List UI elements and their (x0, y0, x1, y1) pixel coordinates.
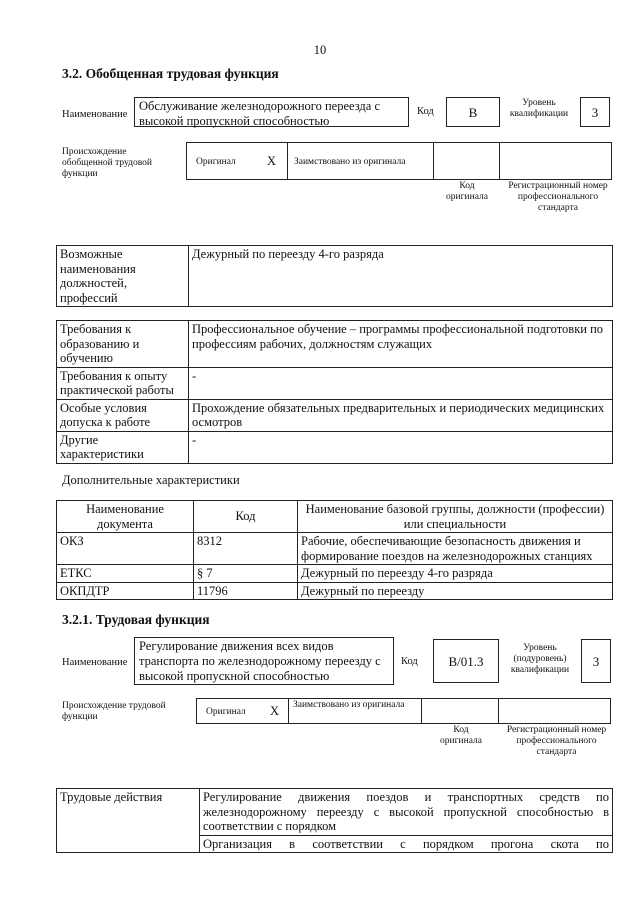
name-value: Регулирование движения всех видов транспорта по железнодорожному переезду с высокой пропускной способностью (134, 637, 394, 685)
origin-label: Происхождение обобщенной трудовой функции (62, 147, 152, 179)
code-cell: 11796 (194, 582, 298, 600)
additional-table (56, 500, 613, 600)
original-label: Оригинал (206, 707, 246, 717)
positions-table (56, 245, 613, 307)
doc-cell: ОКЗ (57, 533, 194, 565)
origin-table (186, 142, 612, 180)
borrowed-label: Заимствовано из оригинала (294, 157, 406, 167)
additional-header-row (57, 501, 613, 533)
level-label: Уровень квалификации (509, 98, 569, 119)
actions-label: Трудовые действия (57, 789, 200, 853)
table-row (57, 533, 613, 565)
action-row (57, 789, 613, 836)
doc-cell: ЕТКС (57, 565, 194, 583)
requirement-label: Требования к образованию и обучению (57, 321, 189, 368)
requirements-table (56, 320, 613, 464)
origin-label: Происхождение трудовой функции (62, 701, 166, 722)
requirement-label: Требования к опыту практической работы (57, 367, 189, 399)
header-code: Код (194, 501, 298, 533)
code-orig-label: Код оригинала (446, 181, 488, 202)
action-item: Регулирование движения поездов и транспортных средств по железнодорожному переезду с высокой пропускной способностью в соответствии с порядком (200, 789, 613, 836)
group-cell: Дежурный по переезду 4-го разряда (298, 565, 613, 583)
positions-value: Дежурный по переезду 4-го разряда (189, 246, 613, 307)
header-group: Наименование базовой группы, должности (профессии) или специальности (298, 501, 613, 533)
origin-table (196, 698, 611, 724)
original-mark: X (270, 704, 280, 718)
name-label: Наименование (62, 109, 128, 120)
original-label: Оригинал (196, 157, 236, 167)
requirement-value: - (189, 367, 613, 399)
actions-table (56, 788, 613, 853)
requirement-row (57, 399, 613, 431)
action-item: Организация в соответствии с порядком прогона скота по (200, 835, 613, 853)
page-number: 10 (313, 43, 327, 57)
subsection-heading: 3.2.1. Трудовая функция (62, 612, 210, 627)
code-label: Код (417, 106, 434, 117)
table-row (57, 565, 613, 583)
level-label: Уровень (подуровень) квалификации (510, 643, 570, 675)
group-cell: Рабочие, обеспечивающие безопасность движения и формирование поездов на железнодорожных станциях (298, 533, 613, 565)
requirement-row (57, 367, 613, 399)
borrowed-label: Заимствовано из оригинала (293, 700, 405, 710)
requirement-label: Особые условия допуска к работе (57, 399, 189, 431)
requirement-row (57, 431, 613, 463)
code-value: B/01.3 (433, 639, 499, 683)
requirement-row (57, 321, 613, 368)
group-cell: Дежурный по переезду (298, 582, 613, 600)
header-doc: Наименование документа (57, 501, 194, 533)
requirement-label: Другие характеристики (57, 431, 189, 463)
reg-label: Регистрационный номер профессионального стандарта (506, 725, 607, 757)
reg-label: Регистрационный номер профессионального стандарта (508, 181, 608, 213)
name-label: Наименование (62, 657, 128, 668)
name-value: Обслуживание железнодорожного переезда с высокой пропускной способностью (134, 97, 409, 127)
code-orig-label: Код оригинала (440, 725, 482, 746)
table-row (57, 582, 613, 600)
positions-label: Возможные наименования должностей, профессий (57, 246, 189, 307)
additional-heading: Дополнительные характеристики (62, 473, 240, 487)
code-value: B (446, 97, 500, 127)
level-value: 3 (581, 639, 611, 683)
doc-cell: ОКПДТР (57, 582, 194, 600)
level-value: 3 (580, 97, 610, 127)
section-heading: 3.2. Обобщенная трудовая функция (62, 66, 279, 81)
requirement-value: - (189, 431, 613, 463)
requirement-value: Профессиональное обучение – программы профессиональной подготовки по профессиям рабочих, должностям служащих (189, 321, 613, 368)
original-mark: X (267, 154, 277, 168)
code-cell: § 7 (194, 565, 298, 583)
requirement-value: Прохождение обязательных предварительных и периодических медицинских осмотров (189, 399, 613, 431)
code-label: Код (401, 656, 418, 667)
code-cell: 8312 (194, 533, 298, 565)
